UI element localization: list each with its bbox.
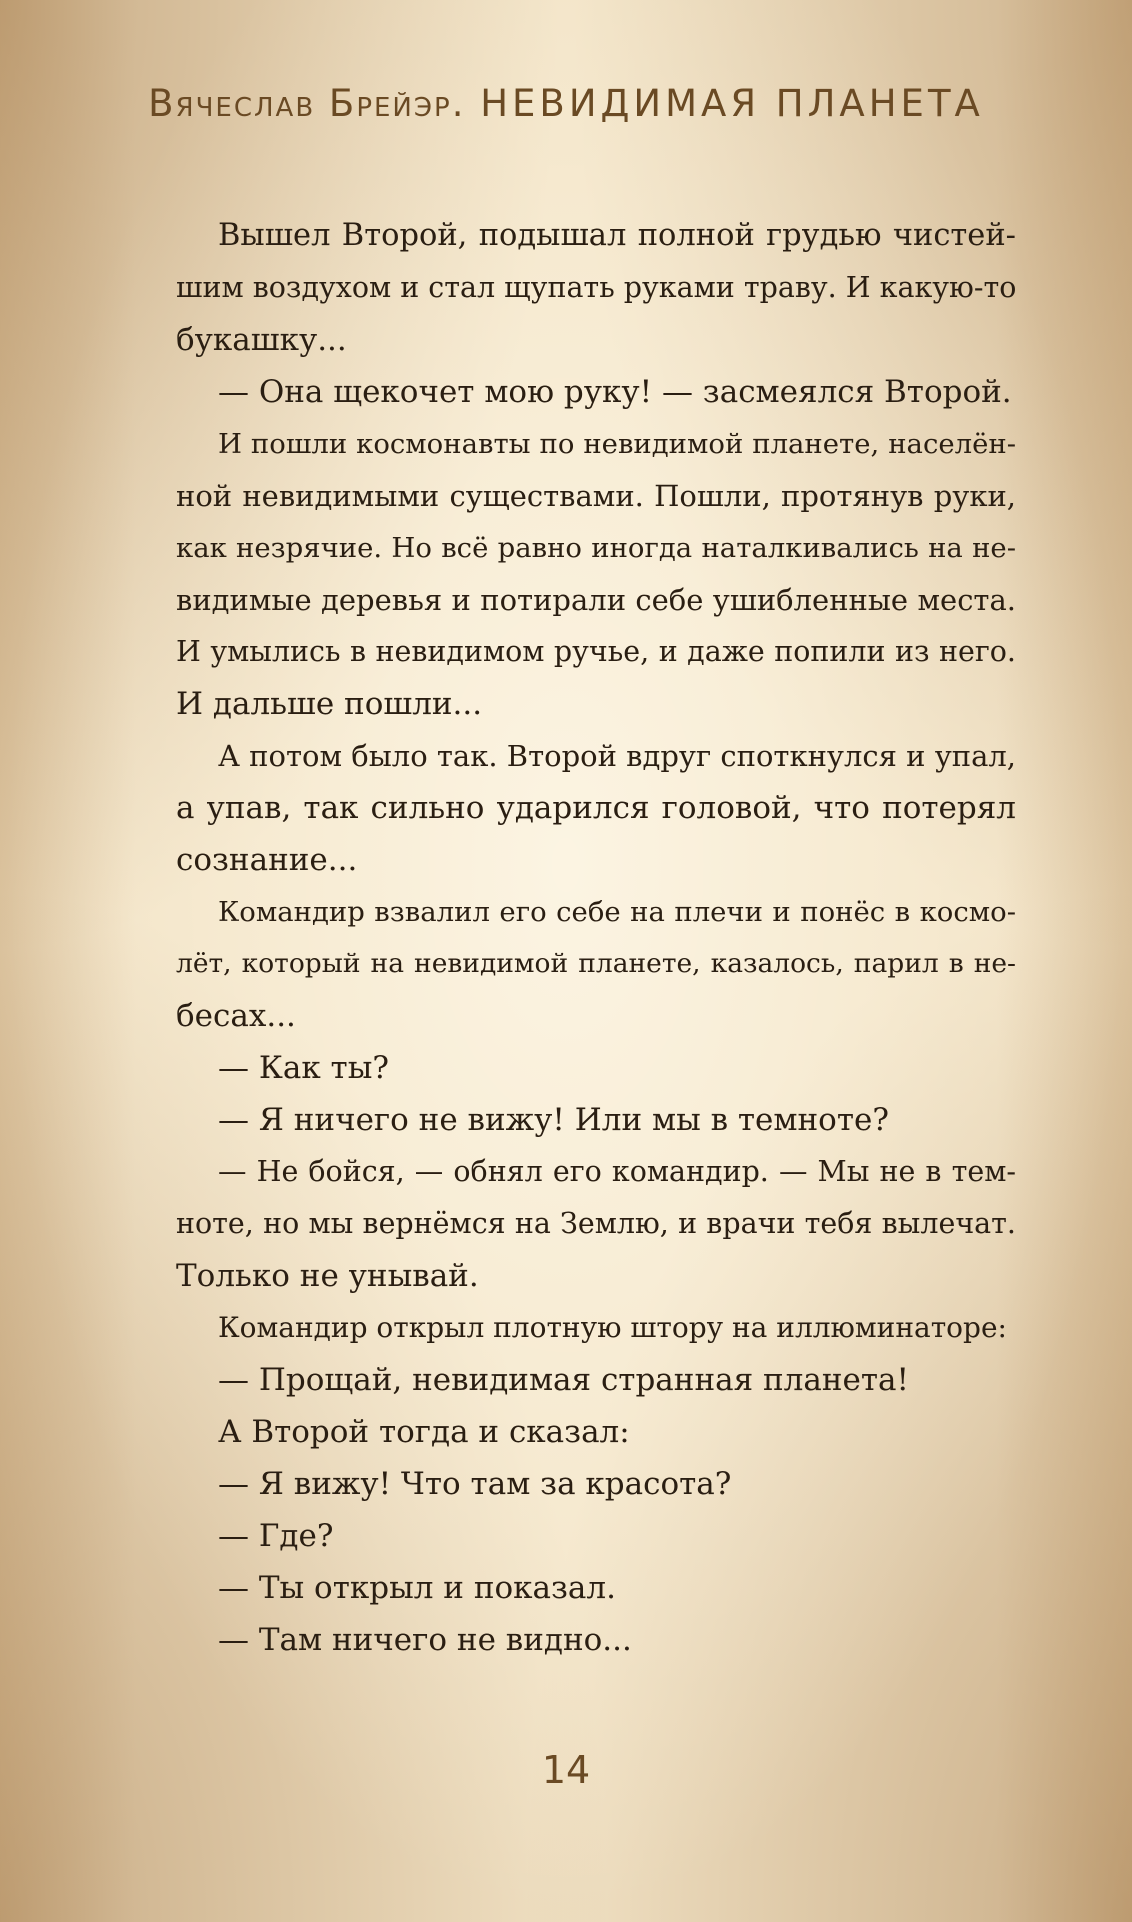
text-line: — Не бойся, — обнял его командир. — Мы не в тем-: [218, 1155, 1016, 1188]
text-line: Только не унывай.: [176, 1258, 479, 1294]
header-author: Вячеслав Брейэр.: [148, 82, 466, 125]
text-line: — Где?: [218, 1518, 334, 1554]
text-line: сознание...: [176, 842, 358, 878]
text-line: букашку...: [176, 322, 347, 358]
text-line: — Прощай, невидимая странная планета!: [218, 1362, 909, 1398]
page-number: 14: [541, 1748, 591, 1792]
text-line: — Она щекочет мою руку! — засмеялся Второй.: [218, 374, 1012, 410]
text-line: шим воздухом и стал щупать руками траву. И какую-то: [176, 271, 1017, 304]
text-line: — Я вижу! Что там за красота?: [218, 1466, 732, 1502]
body-text: [176, 210, 1016, 1666]
text-line: И пошли космонавты по невидимой планете, населён-: [218, 428, 1016, 460]
text-line: — Как ты?: [218, 1050, 389, 1086]
text-line: видимые деревья и потирали себе ушибленные места.: [176, 583, 1016, 617]
text-line: — Там ничего не видно...: [218, 1622, 632, 1658]
text-line: А Второй тогда и сказал:: [218, 1414, 630, 1450]
header-title: НЕВИДИМАЯ ПЛАНЕТА: [480, 82, 984, 125]
text-line: — Я ничего не вижу! Или мы в темноте?: [218, 1102, 889, 1138]
text-line: как незрячие. Но всё равно иногда наталкивались на не-: [176, 532, 1016, 564]
text-line: И умылись в невидимом ручье, и даже попили из него.: [176, 635, 1016, 668]
text-line: а упав, так сильно ударился головой, что потерял: [176, 790, 1016, 826]
text-line: ноте, но мы вернёмся на Землю, и врачи тебя вылечат.: [176, 1207, 1016, 1240]
text-line: А потом было так. Второй вдруг споткнулся и упал,: [218, 739, 1017, 773]
text-line: — Ты открыл и показал.: [218, 1570, 616, 1606]
running-header: [0, 82, 1132, 125]
text-line: ной невидимыми существами. Пошли, протянув руки,: [176, 479, 1016, 513]
text-line: бесах...: [176, 998, 296, 1034]
text-line: Командир открыл плотную штору на иллюминаторе:: [218, 1311, 1007, 1344]
text-line: Вышел Второй, подышал полной грудью чистей-: [218, 218, 1016, 253]
text-line: И дальше пошли...: [176, 686, 483, 722]
text-line: лёт, который на невидимой планете, казалось, парил в не-: [176, 948, 1016, 979]
text-line: Командир взвалил его себе на плечи и понёс в космо-: [218, 896, 1016, 928]
